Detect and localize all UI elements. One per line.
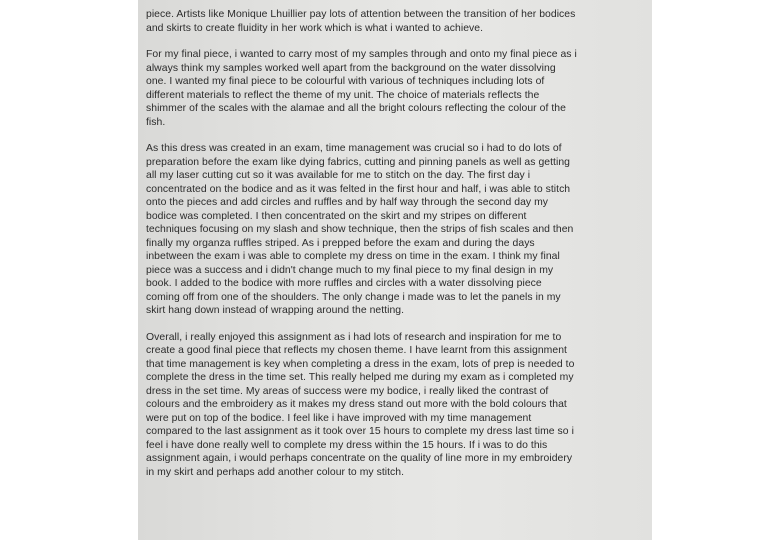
paragraph-intro-continuation: piece. Artists like Monique Lhuillier pay lots of attention between the transition of her bodices and skirts to create fluidity in her work which is what i wanted to achieve. — [146, 9, 576, 34]
paragraph-final-piece: For my final piece, i wanted to carry most of my samples through and onto my final piece as i always think my samples worked well apart from the background on the water dissolving one. I wanted my final piece to be colourful with various of techniques including lots of different materials to reflect the theme of my unit. The choice of materials reflects the shimmer of the scales with the alamae and all the bright colours reflecting the colour of the fish. — [146, 49, 577, 128]
paragraph-overall-evaluation: Overall, i really enjoyed this assignment as i had lots of research and inspiration for me to create a good final piece that reflects my chosen theme. I have learnt from this assignment that time management is key when completing a dress in the exam, lots of prep is needed to complete the dress in the time set. This really helped me during my exam as i completed my dress in the set time. My areas of success were my bodice, i really liked the contrast of colours and the embroidery as it makes my dress stand out more with the bold colours that were put on top of the bodice. I feel like i have improved with my time management compared to the last assignment as it took over 15 hours to complete my dress last time so i feel i have done really well to complete my dress within the 15 hours. If i was to do this assignment again, i would perhaps concentrate on the quality of line more in my embroidery in my skirt and perhaps add another colour to my stitch. — [146, 331, 575, 478]
scanned-page — [138, 0, 652, 540]
paragraph-time-management: As this dress was created in an exam, time management was crucial so i had to do lots of preparation before the exam like dying fabrics, cutting and pinning panels as well as getting all my laser cutting cut so it was available for me to stitch on the day. The first day i concentrated on the bodice and as it was felted in the first hour and half, i was able to stitch onto the pieces and add circles and ruffles and by half way through the second day my bodice was completed. I then concentrated on the skirt and my stripes on different techniques focusing on my slash and show technique, then the strips of fish scales and then finally my organza ruffles striped. As i prepped before the exam and during the days inbetween the exam i was able to complete my dress on time in the exam. I think my final piece was a success and i didn't change much to my final piece to my final design in my book. I added to the bodice with more ruffles and circles with a water dissolving piece coming off from one of the shoulders. The only change i made was to let the panels in my skirt hang down instead of wrapping around the netting. — [146, 143, 574, 316]
essay-text — [146, 8, 646, 492]
